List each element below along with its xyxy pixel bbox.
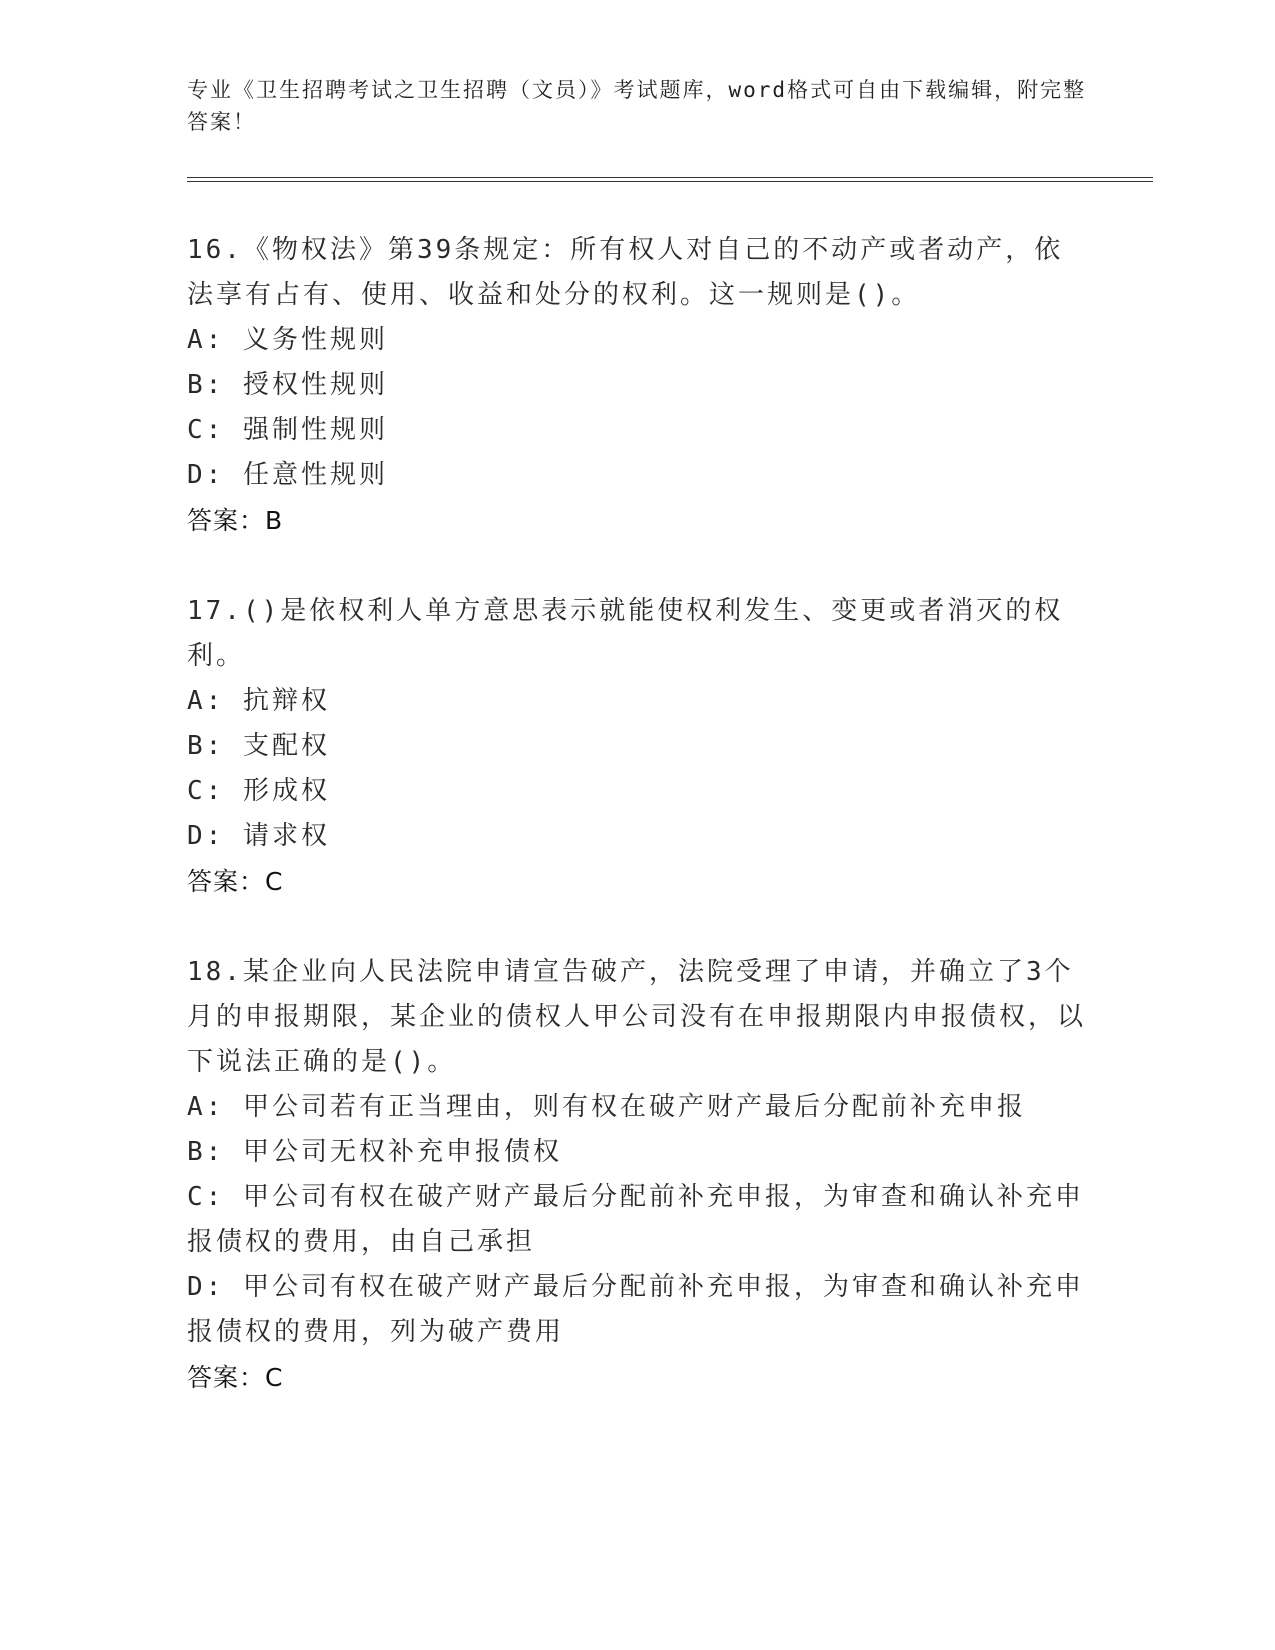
question-18 [187,950,1087,1401]
option-a: A: 义务性规则 [187,325,388,355]
answer-value: C [265,1363,284,1392]
question-16 [187,228,1087,544]
answer-value: B [265,506,284,535]
question-stem: 16.《物权法》第39条规定：所有权人对自己的不动产或者动产，依法享有占有、使用、收益和处分的权利。这一规则是()。 [187,235,1064,310]
option-d: D: 任意性规则 [187,460,388,490]
question-stem: 18.某企业向人民法院申请宣告破产，法院受理了申请，并确立了3个月的申报期限，某企业的债权人甲公司没有在申报期限内申报债权，以下说法正确的是()。 [187,957,1087,1077]
option-c: C: 形成权 [187,776,330,806]
answer-label: 答案： [187,867,266,896]
header-divider-top [187,177,1153,178]
answer-line [187,859,1087,905]
option-b: B: 授权性规则 [187,370,388,400]
option-d: D: 甲公司有权在破产财产最后分配前补充申报，为审查和确认补充申报债权的费用，列为破产费用 [187,1272,1084,1347]
document-header: 专业《卫生招聘考试之卫生招聘（文员）》考试题库，word格式可自由下载编辑，附完整答案！ [187,78,1087,134]
answer-label: 答案： [187,506,266,535]
option-a: A: 抗辩权 [187,686,330,716]
option-c: C: 甲公司有权在破产财产最后分配前补充申报，为审查和确认补充申报债权的费用，由自己承担 [187,1182,1084,1257]
option-b: B: 甲公司无权补充申报债权 [187,1137,562,1167]
answer-line [187,1355,1087,1401]
question-stem: 17.()是依权利人单方意思表示就能使权利发生、变更或者消灭的权利。 [187,596,1064,671]
answer-label: 答案： [187,1363,266,1392]
question-17 [187,589,1087,905]
option-a: A: 甲公司若有正当理由，则有权在破产财产最后分配前补充申报 [187,1092,1026,1122]
answer-value: C [265,867,284,896]
header-divider-bottom [187,181,1153,182]
answer-line [187,498,1087,544]
option-b: B: 支配权 [187,731,330,761]
option-d: D: 请求权 [187,821,330,851]
option-c: C: 强制性规则 [187,415,388,445]
